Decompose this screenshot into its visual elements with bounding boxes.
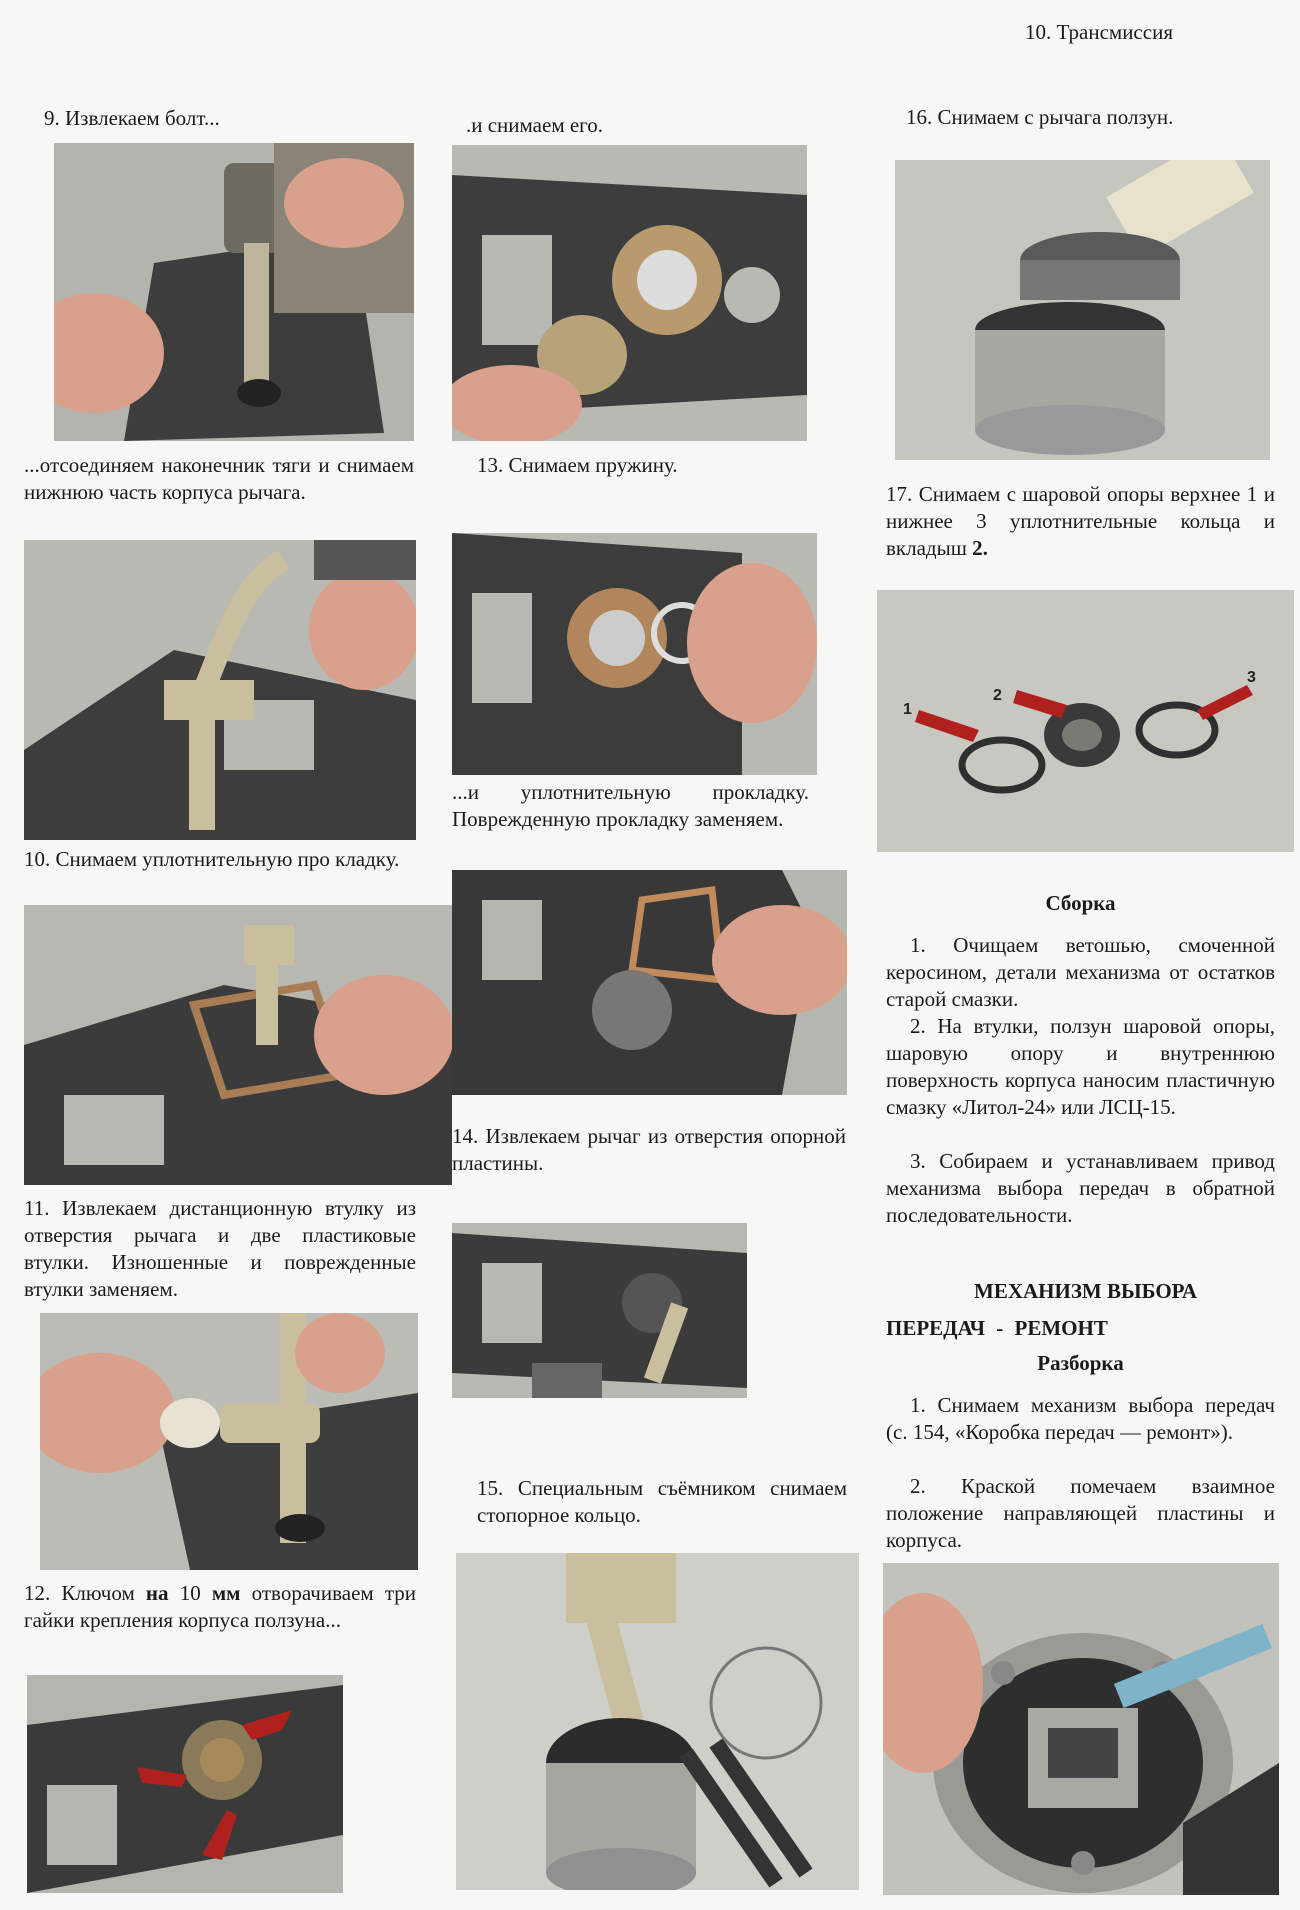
assembly-step-1: 1. Очищаем ветошью, смоченной керосином, детали механизма от остатков старой смазки. bbox=[886, 933, 1275, 1011]
step-14-caption: 14. Извлекаем рычаг из отверстия опорной пластины. bbox=[452, 1124, 846, 1175]
step-17-part-b: 2. bbox=[972, 536, 988, 560]
photo-step-10-gasket bbox=[24, 905, 452, 1185]
photo-step-13b-gasket bbox=[452, 870, 847, 1095]
step-13b-caption: ...и уплотнительную прокладку. Поврежденную прокладку заменяем. bbox=[452, 780, 809, 831]
assembly-title: Сборка bbox=[1045, 891, 1116, 915]
assembly-step-3: 3. Собираем и устанавливаем привод механизма выбора передач в обратной последовательности. bbox=[886, 1149, 1275, 1227]
photo-step-17-rings bbox=[877, 590, 1294, 852]
photo-step-14-lever bbox=[452, 1223, 747, 1398]
disassembly-title: Разборка bbox=[1037, 1351, 1124, 1375]
photo-step-16-slider bbox=[895, 160, 1270, 460]
step-12-part-c: 10 bbox=[168, 1581, 212, 1605]
photo-step-12-nuts bbox=[27, 1675, 343, 1893]
ring-label-2: 2 bbox=[993, 687, 1002, 704]
step-15-caption: 15. Специальным съёмником снимаем стопорное кольцо. bbox=[477, 1476, 847, 1527]
step-12-part-e: отворачиваем три гайки крепления корпуса ползуна... bbox=[24, 1581, 417, 1632]
photo-step-13-spring bbox=[452, 533, 817, 775]
disassembly-step-2: 2. Краской помечаем взаимное положение направляющей пластины и корпуса. bbox=[886, 1474, 1275, 1552]
ring-label-3: 3 bbox=[1247, 669, 1256, 686]
section-header: 10. Трансмиссия bbox=[1025, 20, 1173, 44]
step-12-part-d: мм bbox=[211, 1581, 241, 1605]
mechanism-title-line-1: МЕХАНИЗМ ВЫБОРА bbox=[974, 1279, 1197, 1303]
photo-step-15-ring bbox=[456, 1553, 859, 1890]
ring-label-1: 1 bbox=[903, 701, 912, 718]
step-13-caption: 13. Снимаем пружину. bbox=[477, 453, 678, 477]
step-17-caption bbox=[886, 481, 1275, 562]
step-12-part-b: на bbox=[145, 1581, 169, 1605]
disassembly-step-1: 1. Снимаем механизм выбора передач (с. 154, «Коробка передач — ремонт»). bbox=[886, 1393, 1275, 1444]
photo-step-9b-lever bbox=[24, 540, 416, 840]
photo-disassembly-marking bbox=[883, 1563, 1279, 1895]
step-9c-caption: .и снимаем его. bbox=[466, 113, 604, 137]
step-11-caption: 11. Извлекаем дистанционную втулку из отверстия рычага и две пластиковые втулки. Изношенные и поврежденные втулки заменяем. bbox=[24, 1196, 416, 1301]
step-9b-caption: ...отсоединяем наконечник тяги и снимаем нижнюю часть корпуса рычага. bbox=[24, 453, 414, 504]
step-12-part-a: 12. Ключом bbox=[24, 1581, 146, 1605]
step-9-caption: 9. Извлекаем болт... bbox=[44, 106, 220, 130]
step-10-caption: 10. Снимаем уплотнительную про кладку. bbox=[24, 847, 400, 871]
photo-step-9c-remove bbox=[452, 145, 807, 441]
photo-step-9-bolt bbox=[54, 143, 414, 441]
step-12-caption bbox=[24, 1580, 416, 1634]
step-17-part-a: 17. Снимаем с шаровой опоры верхнее 1 и нижнее 3 уплотнительные кольца и вкладыш bbox=[886, 482, 1275, 560]
step-16-caption: 16. Снимаем с рычага ползун. bbox=[906, 105, 1174, 129]
assembly-step-2: 2. На втулки, ползун шаровой опоры, шаровую опору и внутреннюю поверхность корпуса наносим пластичную смазку «Литол-24» или ЛСЦ-15. bbox=[886, 1014, 1275, 1119]
photo-step-11-bushings bbox=[40, 1313, 418, 1570]
mechanism-title-line-2: ПЕРЕДАЧ - РЕМОНТ bbox=[886, 1316, 1108, 1340]
